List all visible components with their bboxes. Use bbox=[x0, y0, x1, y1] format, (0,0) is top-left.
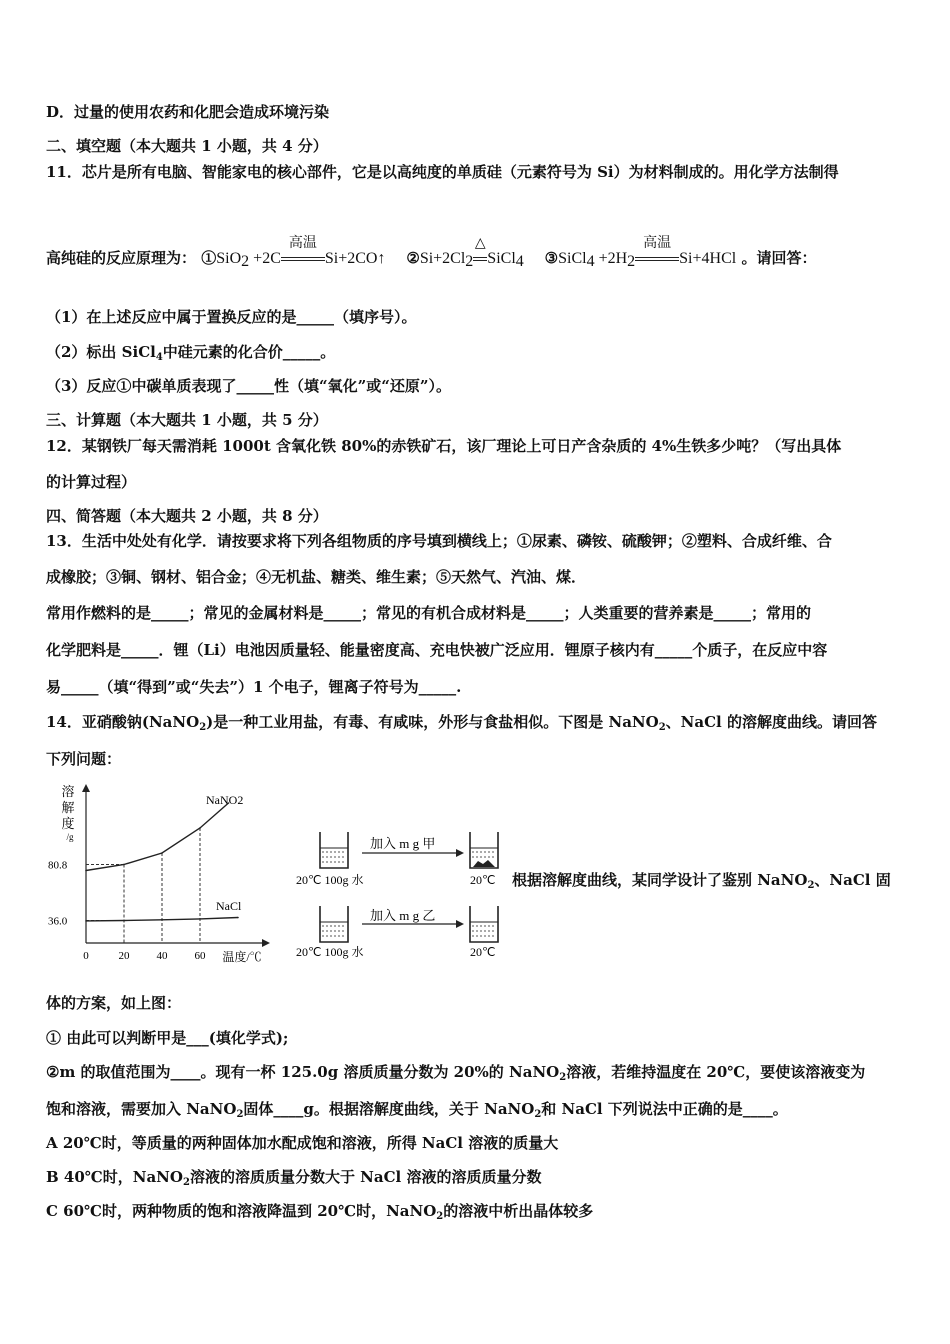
eq2-lhs: Si+2Cl bbox=[419, 250, 466, 267]
result-top-label: 20℃ bbox=[470, 873, 496, 887]
eq1-plus: +2C bbox=[249, 250, 281, 267]
y-tick-80.8: 80.8 bbox=[48, 859, 68, 872]
option-d: D．过量的使用农药和化肥会造成环境污染 bbox=[46, 103, 330, 121]
q11-equations bbox=[46, 235, 817, 272]
point-NaCl-20 bbox=[123, 920, 125, 922]
solubility-chart bbox=[46, 778, 276, 968]
add-jia-label: 加入 m g 甲 bbox=[370, 836, 436, 851]
point-NaCl-40 bbox=[161, 919, 163, 921]
q11-part2: （2）标出 SiCl$_4$中硅元素的化合价_____。 bbox=[46, 343, 336, 363]
eq3-lhs: SiCl bbox=[558, 250, 587, 267]
beaker-result-top bbox=[470, 832, 498, 868]
eq1-sub: 2 bbox=[241, 253, 250, 270]
y-label-1: 溶 bbox=[61, 784, 75, 799]
x-tick-20: 20 bbox=[118, 950, 130, 962]
eq1-lhs: SiO bbox=[216, 250, 242, 267]
q13-line1: 13．生活中处处有化学．请按要求将下列各组物质的序号填到横线上；①尿素、磷铵、硫酸钾；②塑料、合成纤维、合 bbox=[46, 532, 832, 550]
eq2-condition: △ bbox=[473, 248, 487, 268]
q12-line1: 12．某钢铁厂每天需消耗 1000t 含氧化铁 80%的赤铁矿石，该厂理论上可日产含杂质的 4%生铁多少吨？（写出具体 bbox=[46, 437, 842, 455]
arrow-top-head bbox=[456, 849, 464, 857]
q14-line3: 体的方案，如上图： bbox=[46, 994, 182, 1012]
add-yi-label: 加入 m g 乙 bbox=[370, 908, 436, 923]
point-NaCl-80 bbox=[237, 917, 239, 919]
q11-intro: 11．芯片是所有电脑、智能家电的核心部件，它是以高纯度的单质硅（元素符号为 Si）为材料制成的。用化学方法制得 bbox=[46, 163, 839, 181]
x-tick-60: 60 bbox=[194, 950, 206, 962]
q13-line3: 常用作燃料的是_____；常见的金属材料是_____；常见的有机合成材料是_____；人类重要的营养素是_____；常用的 bbox=[46, 604, 812, 622]
q14-line2: 下列问题： bbox=[46, 750, 122, 768]
precipitate bbox=[473, 860, 495, 867]
x-axis-arrow bbox=[262, 939, 270, 947]
q14-part2-line2: 饱和溶液，需要加入 NaNO$_2$固体____g。根据溶解度曲线，关于 NaNO$_2$和 NaCl 下列说法中正确的是____。 bbox=[46, 1100, 788, 1120]
q14-part1: ① 由此可以判断甲是___(填化学式); bbox=[46, 1029, 289, 1047]
option-c: C 60℃时，两种物质的饱和溶液降温到 20℃时，NaNO$_2$的溶液中析出晶体较多 bbox=[46, 1202, 594, 1222]
water-top-label: 20℃ 100g 水 bbox=[296, 873, 364, 887]
series-label-nacl: NaCl bbox=[216, 899, 242, 913]
beaker-water-top bbox=[320, 832, 348, 868]
q13-line2: 成橡胶；③铜、钢材、铝合金；④无机盐、糖类、维生素；⑤天然气、汽油、煤． bbox=[46, 568, 587, 586]
eq3-rhs: Si+4HCl bbox=[679, 250, 737, 267]
eq1-condition: 高温 bbox=[281, 248, 325, 268]
y-label-2: 解 bbox=[61, 800, 75, 815]
point-NaNO2-40 bbox=[161, 852, 163, 854]
eq3-sub2: 2 bbox=[627, 253, 636, 270]
beaker-result-bottom bbox=[470, 906, 498, 942]
q12-line2: 的计算过程） bbox=[46, 473, 137, 491]
q11-lead: 高纯硅的反应原理为： bbox=[46, 249, 197, 267]
y-label-unit: /g bbox=[66, 832, 74, 842]
section-2-title: 二、填空题（本大题共 1 小题，共 4 分） bbox=[46, 137, 328, 155]
eq3-condition: 高温 bbox=[635, 248, 679, 268]
x-tick-40: 40 bbox=[156, 950, 168, 962]
q11-part1: （1）在上述反应中属于置换反应的是_____（填序号）。 bbox=[46, 308, 417, 326]
option-a: A 20℃时，等质量的两种固体加水配成饱和溶液，所得 NaCl 溶液的质量大 bbox=[46, 1134, 559, 1152]
option-b: B 40℃时，NaNO$_2$溶液的溶质质量分数大于 NaCl 溶液的溶质质量分数 bbox=[46, 1168, 542, 1188]
point-NaCl-0 bbox=[85, 920, 87, 922]
series-label-nano2: NaNO2 bbox=[206, 793, 244, 807]
y-label-3: 度 bbox=[61, 816, 75, 831]
eq3-plus: +2H bbox=[594, 250, 628, 267]
eq2-rhs-sub: 4 bbox=[515, 253, 524, 270]
result-bottom-label: 20℃ bbox=[470, 945, 496, 959]
eq-num-2: ② bbox=[406, 249, 420, 267]
q14-line1: 14．亚硝酸钠(NaNO$_2$)是一种工业用盐，有毒、有咸味，外形与食盐相似。下图是 NaNO$_2$、NaCl 的溶解度曲线。请回答 bbox=[46, 713, 877, 733]
section-4-title: 四、简答题（本大题共 2 小题，共 8 分） bbox=[46, 507, 328, 525]
y-axis-arrow bbox=[82, 784, 90, 792]
q14-part2-line1: ②m 的取值范围为____。现有一杯 125.0g 溶质质量分数为 20%的 NaNO$_2$溶液，若维持温度在 20℃，要使该溶液变为 bbox=[46, 1063, 866, 1083]
y-tick-36.0: 36.0 bbox=[48, 915, 68, 928]
section-3-title: 三、计算题（本大题共 1 小题，共 5 分） bbox=[46, 411, 328, 429]
q13-line5: 易_____（填“得到”或“失去”）1 个电子，锂离子符号为_____. bbox=[46, 678, 462, 696]
arrow-bottom-head bbox=[456, 920, 464, 928]
point-NaCl-60 bbox=[199, 918, 201, 920]
chart-plot bbox=[48, 784, 270, 964]
x-tick-0: 0 bbox=[83, 950, 89, 962]
eq-num-3: ③ bbox=[544, 249, 559, 267]
point-NaNO2-0 bbox=[85, 870, 87, 872]
q11-tail: 。请回答： bbox=[741, 249, 817, 267]
eq2-sub: 2 bbox=[465, 253, 474, 270]
eq2-rhs: SiCl bbox=[487, 250, 516, 267]
eq1-rhs: Si+2CO↑ bbox=[324, 250, 386, 267]
eq-num-1: ① bbox=[201, 249, 217, 267]
beaker-water-bottom bbox=[320, 906, 348, 942]
eq3-sub4: 4 bbox=[586, 253, 595, 270]
series-NaNO2 bbox=[86, 803, 229, 871]
point-NaNO2-20 bbox=[123, 864, 125, 866]
q11-part3: （3）反应①中碳单质表现了_____性（填“氧化”或“还原”）。 bbox=[46, 377, 451, 395]
water-bottom-label: 20℃ 100g 水 bbox=[296, 945, 364, 959]
q13-line4: 化学肥料是_____．锂（Li）电池因质量轻、能量密度高、充电快被广泛应用．锂原子核内有_____个质子，在反应中容 bbox=[46, 641, 828, 659]
point-NaNO2-60 bbox=[199, 827, 201, 829]
x-label: 温度/℃ bbox=[222, 950, 262, 964]
q14-side-text: 根据溶解度曲线，某同学设计了鉴别 NaNO$_2$、NaCl 固 bbox=[512, 871, 891, 891]
identification-diagram bbox=[292, 820, 502, 1020]
